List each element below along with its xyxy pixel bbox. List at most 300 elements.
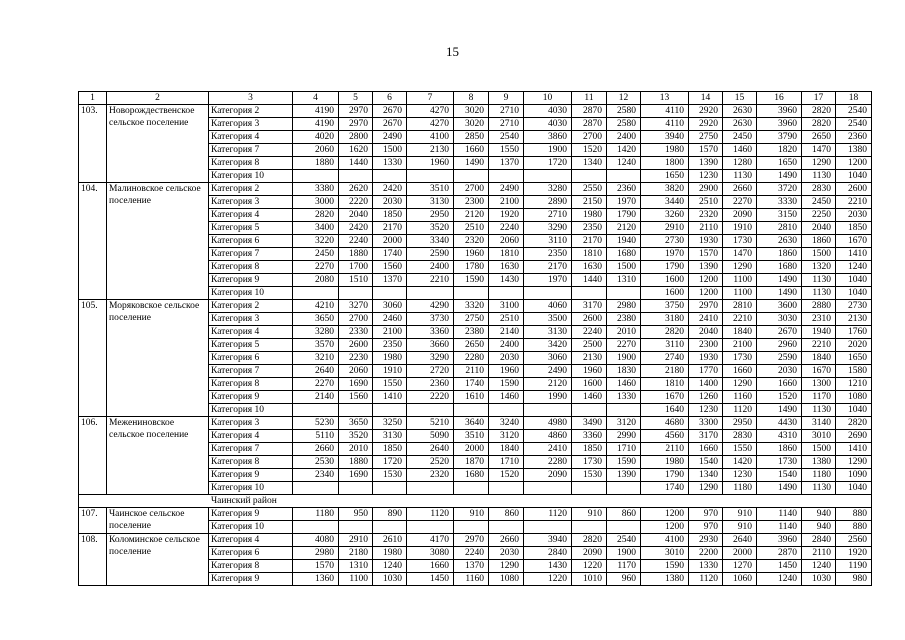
value-cell: 2580 bbox=[607, 118, 641, 131]
value-cell: 1670 bbox=[802, 365, 836, 378]
value-cell: 2130 bbox=[407, 144, 454, 157]
value-cell: 4110 bbox=[641, 105, 689, 118]
value-cell: 3510 bbox=[454, 430, 489, 443]
value-cell: 4270 bbox=[407, 105, 454, 118]
value-cell: 4110 bbox=[641, 118, 689, 131]
value-cell bbox=[407, 404, 454, 417]
value-cell: 3300 bbox=[689, 417, 723, 430]
value-cell: 1980 bbox=[373, 547, 407, 560]
value-cell: 2700 bbox=[572, 131, 607, 144]
category-cell: Категория 2 bbox=[209, 300, 293, 313]
value-cell: 1660 bbox=[454, 144, 489, 157]
value-cell bbox=[524, 170, 572, 183]
value-cell: 1290 bbox=[723, 378, 757, 391]
category-cell: Категория 10 bbox=[209, 521, 293, 534]
value-cell: 1670 bbox=[836, 235, 872, 248]
value-cell: 2410 bbox=[524, 443, 572, 456]
value-cell: 4290 bbox=[407, 300, 454, 313]
value-cell: 3240 bbox=[489, 417, 524, 430]
value-cell: 1460 bbox=[723, 144, 757, 157]
value-cell: 2140 bbox=[489, 326, 524, 339]
value-cell: 3170 bbox=[689, 430, 723, 443]
value-cell: 3440 bbox=[641, 196, 689, 209]
value-cell: 1770 bbox=[689, 365, 723, 378]
category-cell: Категория 4 bbox=[209, 430, 293, 443]
value-cell: 2560 bbox=[836, 534, 872, 547]
value-cell: 1380 bbox=[836, 144, 872, 157]
value-cell: 1850 bbox=[836, 222, 872, 235]
value-cell: 1180 bbox=[723, 482, 757, 495]
value-cell: 3400 bbox=[293, 222, 339, 235]
settlement-name: Малиновское сельское поселение bbox=[107, 183, 209, 300]
value-cell: 2490 bbox=[373, 131, 407, 144]
value-cell: 1500 bbox=[802, 248, 836, 261]
table-header bbox=[79, 92, 872, 105]
value-cell: 2650 bbox=[454, 339, 489, 352]
value-cell: 1640 bbox=[641, 404, 689, 417]
settlement-name: Моряковское сельское поселение bbox=[107, 300, 209, 417]
value-cell: 2490 bbox=[489, 183, 524, 196]
value-cell: 4270 bbox=[407, 118, 454, 131]
value-cell: 2650 bbox=[802, 131, 836, 144]
value-cell: 1310 bbox=[339, 560, 373, 573]
value-cell: 3650 bbox=[339, 417, 373, 430]
value-cell: 1460 bbox=[489, 391, 524, 404]
value-cell: 3860 bbox=[524, 131, 572, 144]
value-cell: 1860 bbox=[757, 248, 802, 261]
value-cell: 3140 bbox=[802, 417, 836, 430]
value-cell: 1910 bbox=[723, 222, 757, 235]
value-cell: 2240 bbox=[454, 547, 489, 560]
row-number: 105. bbox=[79, 300, 107, 417]
value-cell: 2060 bbox=[339, 365, 373, 378]
value-cell: 1920 bbox=[489, 209, 524, 222]
value-cell: 1920 bbox=[836, 547, 872, 560]
value-cell: 3730 bbox=[407, 313, 454, 326]
category-cell: Категория 3 bbox=[209, 313, 293, 326]
category-cell: Категория 2 bbox=[209, 105, 293, 118]
value-cell: 2720 bbox=[407, 365, 454, 378]
value-cell: 1450 bbox=[407, 573, 454, 586]
value-cell: 1500 bbox=[607, 261, 641, 274]
value-cell: 2830 bbox=[802, 183, 836, 196]
value-cell bbox=[407, 287, 454, 300]
value-cell: 2510 bbox=[454, 222, 489, 235]
settlement-name: Коломинское сельское поселение bbox=[107, 534, 209, 586]
value-cell: 2270 bbox=[723, 196, 757, 209]
table-row bbox=[79, 508, 872, 521]
value-cell: 5090 bbox=[407, 430, 454, 443]
value-cell: 1130 bbox=[802, 170, 836, 183]
value-cell: 1390 bbox=[689, 261, 723, 274]
value-cell: 2210 bbox=[723, 313, 757, 326]
value-cell: 2030 bbox=[757, 365, 802, 378]
value-cell bbox=[607, 404, 641, 417]
value-cell: 2820 bbox=[572, 534, 607, 547]
column-header: 7 bbox=[407, 92, 454, 105]
value-cell: 2920 bbox=[689, 118, 723, 131]
category-cell: Категория 6 bbox=[209, 352, 293, 365]
value-cell: 1850 bbox=[572, 443, 607, 456]
value-cell: 1560 bbox=[373, 261, 407, 274]
value-cell: 2320 bbox=[454, 235, 489, 248]
value-cell: 1940 bbox=[802, 326, 836, 339]
category-cell: Категория 10 bbox=[209, 482, 293, 495]
value-cell: 940 bbox=[802, 521, 836, 534]
category-cell: Категория 4 bbox=[209, 209, 293, 222]
category-cell: Категория 10 bbox=[209, 170, 293, 183]
value-cell: 3720 bbox=[757, 183, 802, 196]
value-cell: 2700 bbox=[339, 313, 373, 326]
value-cell: 2830 bbox=[723, 430, 757, 443]
value-cell: 1550 bbox=[489, 144, 524, 157]
value-cell: 2210 bbox=[407, 274, 454, 287]
value-cell: 3120 bbox=[607, 417, 641, 430]
value-cell: 2310 bbox=[802, 313, 836, 326]
value-cell bbox=[339, 287, 373, 300]
value-cell: 2690 bbox=[836, 430, 872, 443]
value-cell: 1200 bbox=[641, 521, 689, 534]
value-cell: 2170 bbox=[524, 261, 572, 274]
value-cell: 1670 bbox=[641, 391, 689, 404]
value-cell: 2210 bbox=[836, 196, 872, 209]
value-cell: 2510 bbox=[689, 196, 723, 209]
value-cell: 1930 bbox=[689, 235, 723, 248]
value-cell bbox=[524, 482, 572, 495]
value-cell: 1690 bbox=[339, 469, 373, 482]
value-cell: 2970 bbox=[339, 118, 373, 131]
value-cell: 1580 bbox=[836, 365, 872, 378]
value-cell: 5110 bbox=[293, 430, 339, 443]
value-cell: 2110 bbox=[454, 365, 489, 378]
value-cell: 2350 bbox=[572, 222, 607, 235]
value-cell: 2610 bbox=[373, 534, 407, 547]
value-cell: 1650 bbox=[641, 170, 689, 183]
value-cell: 1340 bbox=[689, 469, 723, 482]
value-cell: 1340 bbox=[572, 157, 607, 170]
value-cell: 1410 bbox=[836, 248, 872, 261]
value-cell: 3180 bbox=[641, 313, 689, 326]
value-cell: 1130 bbox=[802, 274, 836, 287]
value-cell: 3960 bbox=[757, 105, 802, 118]
value-cell: 1330 bbox=[607, 391, 641, 404]
value-cell: 1860 bbox=[757, 443, 802, 456]
value-cell: 4100 bbox=[407, 131, 454, 144]
value-cell: 1380 bbox=[641, 573, 689, 586]
value-cell: 3320 bbox=[454, 300, 489, 313]
value-cell: 2920 bbox=[689, 105, 723, 118]
value-cell: 2660 bbox=[723, 183, 757, 196]
value-cell: 1530 bbox=[373, 469, 407, 482]
value-cell: 4020 bbox=[293, 131, 339, 144]
value-cell: 2820 bbox=[293, 209, 339, 222]
value-cell: 1300 bbox=[802, 378, 836, 391]
category-cell: Категория 8 bbox=[209, 378, 293, 391]
category-cell: Категория 6 bbox=[209, 547, 293, 560]
value-cell: 2240 bbox=[339, 235, 373, 248]
value-cell bbox=[373, 404, 407, 417]
category-cell: Категория 7 bbox=[209, 443, 293, 456]
value-cell: 1040 bbox=[836, 404, 872, 417]
value-cell: 1850 bbox=[373, 209, 407, 222]
value-cell: 3280 bbox=[524, 183, 572, 196]
value-cell: 1290 bbox=[802, 157, 836, 170]
value-cell: 1100 bbox=[339, 573, 373, 586]
value-cell: 1680 bbox=[454, 469, 489, 482]
value-cell: 1880 bbox=[339, 456, 373, 469]
value-cell: 1120 bbox=[524, 508, 572, 521]
value-cell: 1940 bbox=[607, 235, 641, 248]
value-cell: 3020 bbox=[454, 105, 489, 118]
value-cell: 2670 bbox=[373, 105, 407, 118]
value-cell: 1290 bbox=[689, 482, 723, 495]
row-number: 103. bbox=[79, 105, 107, 183]
value-cell: 2030 bbox=[489, 352, 524, 365]
value-cell: 1030 bbox=[373, 573, 407, 586]
value-cell: 1720 bbox=[373, 456, 407, 469]
value-cell: 1980 bbox=[572, 209, 607, 222]
value-cell: 860 bbox=[607, 508, 641, 521]
value-cell: 3750 bbox=[641, 300, 689, 313]
value-cell: 1790 bbox=[607, 209, 641, 222]
value-cell: 1390 bbox=[689, 157, 723, 170]
value-cell: 2100 bbox=[723, 339, 757, 352]
value-cell: 1290 bbox=[489, 560, 524, 573]
value-cell: 3660 bbox=[407, 339, 454, 352]
value-cell: 2110 bbox=[689, 222, 723, 235]
value-cell: 1660 bbox=[723, 365, 757, 378]
value-cell: 2270 bbox=[293, 261, 339, 274]
value-cell: 2420 bbox=[373, 183, 407, 196]
value-cell: 1120 bbox=[689, 573, 723, 586]
value-cell: 4980 bbox=[524, 417, 572, 430]
value-cell: 3000 bbox=[293, 196, 339, 209]
value-cell: 1490 bbox=[757, 482, 802, 495]
value-cell: 1490 bbox=[757, 287, 802, 300]
value-cell: 2030 bbox=[373, 196, 407, 209]
value-cell: 3960 bbox=[757, 118, 802, 131]
category-cell: Категория 9 bbox=[209, 573, 293, 586]
value-cell: 2660 bbox=[293, 443, 339, 456]
value-cell: 1960 bbox=[454, 248, 489, 261]
value-cell: 3380 bbox=[293, 183, 339, 196]
value-cell: 3790 bbox=[757, 131, 802, 144]
value-cell bbox=[407, 170, 454, 183]
value-cell: 1960 bbox=[407, 157, 454, 170]
row-number: 107. bbox=[79, 508, 107, 534]
value-cell: 1160 bbox=[723, 391, 757, 404]
value-cell: 1740 bbox=[454, 378, 489, 391]
table-row bbox=[79, 105, 872, 118]
value-cell: 4210 bbox=[293, 300, 339, 313]
category-cell: Категория 9 bbox=[209, 274, 293, 287]
value-cell: 2850 bbox=[454, 131, 489, 144]
column-header: 2 bbox=[107, 92, 209, 105]
column-header: 12 bbox=[607, 92, 641, 105]
value-cell: 4680 bbox=[641, 417, 689, 430]
value-cell: 3280 bbox=[293, 326, 339, 339]
value-cell: 1230 bbox=[723, 469, 757, 482]
value-cell bbox=[454, 170, 489, 183]
value-cell: 3150 bbox=[757, 209, 802, 222]
value-cell bbox=[339, 170, 373, 183]
value-cell: 2400 bbox=[407, 261, 454, 274]
value-cell: 2380 bbox=[454, 326, 489, 339]
value-cell bbox=[524, 521, 572, 534]
value-cell: 2270 bbox=[607, 339, 641, 352]
value-cell: 1190 bbox=[836, 560, 872, 573]
value-cell: 3110 bbox=[641, 339, 689, 352]
value-cell: 1880 bbox=[339, 248, 373, 261]
value-cell: 1290 bbox=[723, 261, 757, 274]
value-cell: 2280 bbox=[524, 456, 572, 469]
table-row bbox=[79, 183, 872, 196]
value-cell: 2710 bbox=[524, 209, 572, 222]
value-cell: 1970 bbox=[641, 248, 689, 261]
value-cell: 1790 bbox=[641, 469, 689, 482]
value-cell: 2980 bbox=[293, 547, 339, 560]
value-cell: 1820 bbox=[757, 144, 802, 157]
value-cell: 2320 bbox=[689, 209, 723, 222]
value-cell: 1530 bbox=[572, 469, 607, 482]
category-cell: Категория 8 bbox=[209, 261, 293, 274]
value-cell bbox=[373, 287, 407, 300]
value-cell: 1510 bbox=[339, 274, 373, 287]
value-cell: 1620 bbox=[339, 144, 373, 157]
value-cell bbox=[373, 521, 407, 534]
value-cell: 1560 bbox=[339, 391, 373, 404]
value-cell: 2400 bbox=[607, 131, 641, 144]
value-cell: 1200 bbox=[836, 157, 872, 170]
value-cell: 2800 bbox=[339, 131, 373, 144]
value-cell: 2130 bbox=[572, 352, 607, 365]
value-cell: 2140 bbox=[293, 391, 339, 404]
value-cell: 1200 bbox=[689, 274, 723, 287]
value-cell: 1240 bbox=[757, 573, 802, 586]
value-cell: 880 bbox=[836, 508, 872, 521]
value-cell: 2110 bbox=[641, 443, 689, 456]
value-cell: 2540 bbox=[607, 534, 641, 547]
value-cell: 2730 bbox=[641, 235, 689, 248]
region-row bbox=[79, 495, 872, 508]
value-cell: 4170 bbox=[407, 534, 454, 547]
value-cell: 2490 bbox=[524, 365, 572, 378]
value-cell: 1880 bbox=[293, 157, 339, 170]
value-cell bbox=[524, 404, 572, 417]
value-cell: 2600 bbox=[572, 313, 607, 326]
value-cell: 2820 bbox=[802, 118, 836, 131]
value-cell bbox=[572, 404, 607, 417]
column-header: 3 bbox=[209, 92, 293, 105]
value-cell bbox=[524, 287, 572, 300]
value-cell bbox=[454, 404, 489, 417]
value-cell: 1570 bbox=[689, 248, 723, 261]
value-cell: 2450 bbox=[802, 196, 836, 209]
value-cell: 1460 bbox=[607, 378, 641, 391]
value-cell: 1630 bbox=[489, 261, 524, 274]
value-cell: 1860 bbox=[802, 235, 836, 248]
value-cell: 2350 bbox=[524, 248, 572, 261]
column-header: 9 bbox=[489, 92, 524, 105]
settlement-name: Чаинское сельское поселение bbox=[107, 508, 209, 534]
value-cell: 2300 bbox=[454, 196, 489, 209]
value-cell: 3940 bbox=[524, 534, 572, 547]
value-cell: 2360 bbox=[607, 183, 641, 196]
value-cell bbox=[572, 521, 607, 534]
value-cell: 1980 bbox=[373, 352, 407, 365]
value-cell: 2510 bbox=[489, 313, 524, 326]
value-cell: 1260 bbox=[689, 391, 723, 404]
value-cell: 2540 bbox=[836, 105, 872, 118]
value-cell: 1490 bbox=[757, 170, 802, 183]
value-cell: 1570 bbox=[689, 144, 723, 157]
value-cell: 2040 bbox=[339, 209, 373, 222]
value-cell: 1120 bbox=[723, 404, 757, 417]
value-cell: 2090 bbox=[723, 209, 757, 222]
value-cell: 3960 bbox=[757, 534, 802, 547]
value-cell: 2450 bbox=[293, 248, 339, 261]
value-cell: 2030 bbox=[489, 547, 524, 560]
value-cell: 1570 bbox=[293, 560, 339, 573]
value-cell: 1470 bbox=[723, 248, 757, 261]
value-cell: 1320 bbox=[802, 261, 836, 274]
value-cell: 890 bbox=[373, 508, 407, 521]
value-cell: 1590 bbox=[454, 274, 489, 287]
value-cell: 2230 bbox=[339, 352, 373, 365]
value-cell: 2320 bbox=[407, 469, 454, 482]
value-cell: 1810 bbox=[489, 248, 524, 261]
value-cell: 3340 bbox=[407, 235, 454, 248]
value-cell: 1600 bbox=[641, 274, 689, 287]
value-cell: 3360 bbox=[572, 430, 607, 443]
value-cell: 2540 bbox=[836, 118, 872, 131]
value-cell: 1400 bbox=[689, 378, 723, 391]
value-cell: 3270 bbox=[339, 300, 373, 313]
region-label: Чаинский район bbox=[79, 495, 872, 508]
value-cell: 1660 bbox=[689, 443, 723, 456]
value-cell: 2060 bbox=[489, 235, 524, 248]
value-cell: 1090 bbox=[836, 469, 872, 482]
value-cell: 950 bbox=[339, 508, 373, 521]
value-cell: 1420 bbox=[607, 144, 641, 157]
value-cell bbox=[339, 521, 373, 534]
value-cell: 2600 bbox=[339, 339, 373, 352]
value-cell bbox=[373, 482, 407, 495]
value-cell: 1130 bbox=[802, 404, 836, 417]
value-cell: 1130 bbox=[802, 287, 836, 300]
value-cell: 2730 bbox=[836, 300, 872, 313]
value-cell: 1360 bbox=[293, 573, 339, 586]
value-cell: 1520 bbox=[757, 391, 802, 404]
page-number: 15 bbox=[446, 44, 459, 59]
value-cell: 1470 bbox=[802, 144, 836, 157]
value-cell: 3940 bbox=[641, 131, 689, 144]
value-cell: 1550 bbox=[373, 378, 407, 391]
value-cell: 2840 bbox=[524, 547, 572, 560]
value-cell: 1010 bbox=[572, 573, 607, 586]
value-cell: 3600 bbox=[757, 300, 802, 313]
value-cell: 1370 bbox=[454, 560, 489, 573]
value-cell: 3520 bbox=[339, 430, 373, 443]
value-cell: 2660 bbox=[489, 534, 524, 547]
value-cell: 1980 bbox=[641, 456, 689, 469]
value-cell: 1790 bbox=[641, 261, 689, 274]
value-cell: 1080 bbox=[489, 573, 524, 586]
value-cell: 4310 bbox=[757, 430, 802, 443]
value-cell: 2670 bbox=[373, 118, 407, 131]
value-cell: 3010 bbox=[802, 430, 836, 443]
value-cell: 970 bbox=[689, 521, 723, 534]
